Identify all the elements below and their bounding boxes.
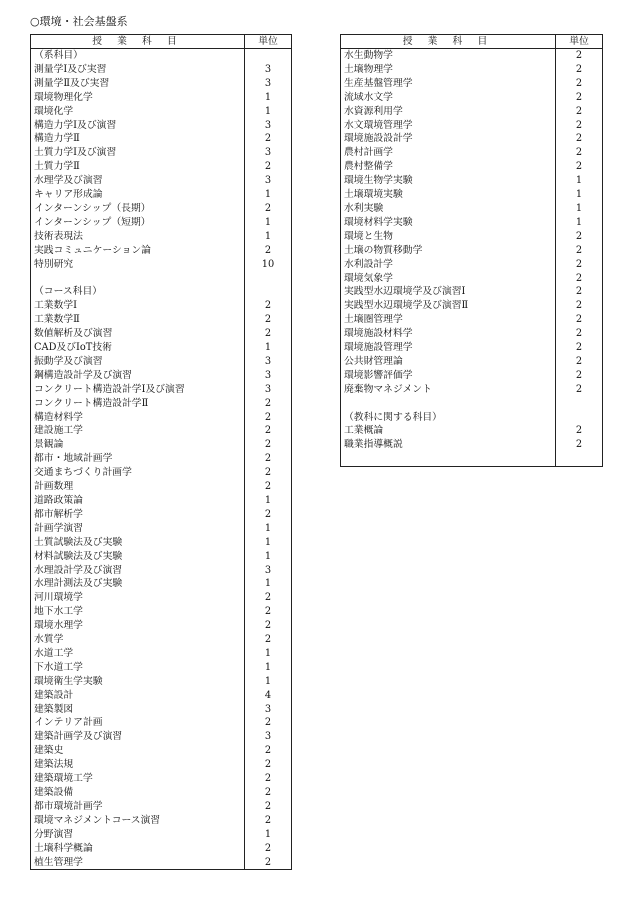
course-name: 数値解析及び演習 xyxy=(31,327,245,341)
course-credits: 2 xyxy=(245,772,292,786)
course-name: 振動学及び演習 xyxy=(31,355,245,369)
table-row xyxy=(341,299,603,313)
table-row xyxy=(31,744,292,758)
course-name: 構造力学Ⅰ及び演習 xyxy=(31,119,245,133)
course-name: 工業数学Ⅱ xyxy=(31,313,245,327)
course-name: 地下水工学 xyxy=(31,605,245,619)
course-credits: 2 xyxy=(556,313,603,327)
table-row xyxy=(341,146,603,160)
course-credits: 1 xyxy=(245,216,292,230)
course-name: 環境材料学実験 xyxy=(341,216,556,230)
course-credits: 2 xyxy=(245,466,292,480)
course-credits: 2 xyxy=(245,327,292,341)
course-name: （コース科目） xyxy=(31,285,245,299)
table-row xyxy=(341,424,603,438)
table-row xyxy=(31,494,292,508)
course-credits: 3 xyxy=(245,174,292,188)
header-subject: 授 業 科 目 xyxy=(341,35,556,49)
course-credits: 2 xyxy=(245,605,292,619)
course-name: インテリア計画 xyxy=(31,716,245,730)
course-name: 構造材料学 xyxy=(31,411,245,425)
course-name: 廃棄物マネジメント xyxy=(341,383,556,397)
table-row xyxy=(341,355,603,369)
course-credits: 2 xyxy=(556,119,603,133)
course-credits: 1 xyxy=(245,91,292,105)
course-credits: 2 xyxy=(556,341,603,355)
course-list-right xyxy=(341,49,603,467)
course-name: 技術表現法 xyxy=(31,230,245,244)
course-credits: 3 xyxy=(245,730,292,744)
table-row xyxy=(31,814,292,828)
header-credits: 単位 xyxy=(556,35,603,49)
table-row xyxy=(341,174,603,188)
table-row xyxy=(31,438,292,452)
table-row xyxy=(31,63,292,77)
course-name: 水質学 xyxy=(31,633,245,647)
course-credits: 2 xyxy=(245,244,292,258)
course-credits: 2 xyxy=(556,132,603,146)
course-name: 下水道工学 xyxy=(31,661,245,675)
course-name: インターンシップ（短期） xyxy=(31,216,245,230)
course-credits: 1 xyxy=(245,550,292,564)
course-name xyxy=(31,272,245,286)
table-row xyxy=(31,244,292,258)
course-credits: 2 xyxy=(556,369,603,383)
table-row xyxy=(31,327,292,341)
course-name: 材料試験法及び実験 xyxy=(31,550,245,564)
table-row xyxy=(31,828,292,842)
course-name: 環境施設管理学 xyxy=(341,341,556,355)
table-row xyxy=(31,661,292,675)
course-credits: 1 xyxy=(245,536,292,550)
course-name: 水文環境管理学 xyxy=(341,119,556,133)
course-name: 測量学Ⅰ及び実習 xyxy=(31,63,245,77)
table-row xyxy=(31,341,292,355)
course-name: 建築史 xyxy=(31,744,245,758)
table-row xyxy=(31,772,292,786)
table-row xyxy=(341,272,603,286)
course-credits: 3 xyxy=(245,369,292,383)
course-credits: 2 xyxy=(556,355,603,369)
course-name: 環境施設設計学 xyxy=(341,132,556,146)
course-name: 実践コミュニケーション論 xyxy=(31,244,245,258)
table-row xyxy=(31,591,292,605)
course-name: 土壌圏管理学 xyxy=(341,313,556,327)
course-credits: 2 xyxy=(245,452,292,466)
course-name: 水理設計学及び演習 xyxy=(31,564,245,578)
table-row xyxy=(31,452,292,466)
course-name: 農村整備学 xyxy=(341,160,556,174)
table-row xyxy=(341,313,603,327)
table-row xyxy=(341,63,603,77)
course-name: 景観論 xyxy=(31,438,245,452)
course-name: 水利設計学 xyxy=(341,258,556,272)
course-name: 環境気象学 xyxy=(341,272,556,286)
course-credits: 2 xyxy=(556,272,603,286)
table-row xyxy=(31,258,292,272)
table-row xyxy=(31,174,292,188)
course-credits: 2 xyxy=(245,591,292,605)
course-name: 土質試験法及び実験 xyxy=(31,536,245,550)
table-row xyxy=(341,119,603,133)
course-credits: 3 xyxy=(245,383,292,397)
table-row xyxy=(31,230,292,244)
table-row xyxy=(341,438,603,452)
course-name: 水資源利用学 xyxy=(341,105,556,119)
course-credits: 2 xyxy=(245,132,292,146)
table-row xyxy=(341,132,603,146)
table-row xyxy=(31,424,292,438)
course-name: インターンシップ（長期） xyxy=(31,202,245,216)
table-row xyxy=(31,411,292,425)
table-row xyxy=(31,842,292,856)
table-row xyxy=(341,327,603,341)
table-row xyxy=(341,230,603,244)
table-row xyxy=(341,258,603,272)
course-credits xyxy=(245,285,292,299)
course-credits: 3 xyxy=(245,564,292,578)
course-name: CAD及びIoT技術 xyxy=(31,341,245,355)
table-row xyxy=(31,800,292,814)
course-credits xyxy=(245,272,292,286)
course-credits: 2 xyxy=(245,411,292,425)
course-credits: 3 xyxy=(245,146,292,160)
course-credits: 2 xyxy=(245,619,292,633)
table-row xyxy=(341,244,603,258)
table-row xyxy=(31,355,292,369)
course-credits: 2 xyxy=(556,91,603,105)
course-name: 土質力学Ⅱ xyxy=(31,160,245,174)
course-name: 環境衛生学実験 xyxy=(31,675,245,689)
course-table-right xyxy=(340,34,603,467)
course-credits: 2 xyxy=(556,327,603,341)
course-credits: 2 xyxy=(245,480,292,494)
course-credits: 2 xyxy=(245,786,292,800)
course-credits: 2 xyxy=(245,842,292,856)
course-name: 土壌環境実験 xyxy=(341,188,556,202)
course-credits: 1 xyxy=(245,675,292,689)
course-credits: 2 xyxy=(556,424,603,438)
course-name: 交通まちづくり計画学 xyxy=(31,466,245,480)
table-row xyxy=(341,383,603,397)
table-row xyxy=(31,689,292,703)
course-name: 建築設備 xyxy=(31,786,245,800)
course-credits: 2 xyxy=(556,230,603,244)
table-row xyxy=(341,216,603,230)
course-name: 鋼構造設計学及び演習 xyxy=(31,369,245,383)
table-row xyxy=(341,77,603,91)
table-row xyxy=(341,452,603,466)
course-credits: 1 xyxy=(556,202,603,216)
table-row xyxy=(31,730,292,744)
table-header-row xyxy=(341,35,603,49)
course-credits: 2 xyxy=(556,105,603,119)
course-name: 実践型水辺環境学及び演習Ⅰ xyxy=(341,285,556,299)
course-credits xyxy=(556,397,603,411)
course-name: 流域水文学 xyxy=(341,91,556,105)
table-row xyxy=(31,272,292,286)
course-credits: 2 xyxy=(245,313,292,327)
course-name: 建築環境工学 xyxy=(31,772,245,786)
table-row xyxy=(341,91,603,105)
course-credits: 1 xyxy=(245,188,292,202)
table-row xyxy=(31,605,292,619)
course-credits: 2 xyxy=(245,716,292,730)
course-name: 土質力学Ⅰ及び演習 xyxy=(31,146,245,160)
course-name: 建築製図 xyxy=(31,703,245,717)
course-name: 土壌物理学 xyxy=(341,63,556,77)
table-row xyxy=(31,786,292,800)
table-row xyxy=(31,216,292,230)
course-name: 環境マネジメントコース演習 xyxy=(31,814,245,828)
course-credits: 2 xyxy=(245,299,292,313)
course-name: 建築設計 xyxy=(31,689,245,703)
course-credits: 2 xyxy=(245,633,292,647)
course-name: 水利実験 xyxy=(341,202,556,216)
course-name: 測量学Ⅱ及び実習 xyxy=(31,77,245,91)
table-row xyxy=(31,522,292,536)
course-name: 土壌の物質移動学 xyxy=(341,244,556,258)
header-subject: 授 業 科 目 xyxy=(31,35,245,49)
course-credits: 2 xyxy=(556,299,603,313)
table-row xyxy=(31,105,292,119)
course-credits: 1 xyxy=(245,230,292,244)
table-row xyxy=(341,341,603,355)
course-name: 環境生物学実験 xyxy=(341,174,556,188)
table-row xyxy=(31,508,292,522)
course-name: 環境影響評価学 xyxy=(341,369,556,383)
table-row xyxy=(31,633,292,647)
table-row xyxy=(31,703,292,717)
course-name: 職業指導概説 xyxy=(341,438,556,452)
course-name: （系科目） xyxy=(31,49,245,63)
course-credits: 2 xyxy=(556,438,603,452)
course-credits xyxy=(556,452,603,466)
course-name: 水理学及び演習 xyxy=(31,174,245,188)
course-credits: 2 xyxy=(556,146,603,160)
table-row xyxy=(341,285,603,299)
course-credits: 1 xyxy=(556,216,603,230)
table-row xyxy=(31,160,292,174)
course-credits: 2 xyxy=(245,814,292,828)
table-row xyxy=(31,856,292,870)
table-row xyxy=(31,536,292,550)
course-credits: 1 xyxy=(245,828,292,842)
course-credits: 1 xyxy=(556,188,603,202)
table-row xyxy=(31,619,292,633)
course-credits: 1 xyxy=(245,522,292,536)
table-row xyxy=(31,285,292,299)
course-name: （教科に関する科目） xyxy=(341,411,556,425)
course-name: 計画学演習 xyxy=(31,522,245,536)
table-row xyxy=(341,188,603,202)
course-credits: 4 xyxy=(245,689,292,703)
course-credits: 2 xyxy=(245,424,292,438)
course-credits: 1 xyxy=(556,174,603,188)
course-name: 都市環境計画学 xyxy=(31,800,245,814)
course-credits: 3 xyxy=(245,63,292,77)
course-credits: 1 xyxy=(245,647,292,661)
course-credits: 2 xyxy=(556,63,603,77)
table-row xyxy=(31,550,292,564)
course-credits: 2 xyxy=(556,77,603,91)
table-row xyxy=(341,369,603,383)
course-name: 建築法規 xyxy=(31,758,245,772)
course-credits: 2 xyxy=(245,438,292,452)
table-row xyxy=(31,383,292,397)
table-row xyxy=(31,480,292,494)
course-name: 環境水理学 xyxy=(31,619,245,633)
course-credits: 2 xyxy=(245,397,292,411)
course-name: 土壌科学概論 xyxy=(31,842,245,856)
course-name: 特別研究 xyxy=(31,258,245,272)
course-credits: 2 xyxy=(556,383,603,397)
course-name xyxy=(341,452,556,466)
course-name: 水理計測法及び実験 xyxy=(31,577,245,591)
course-credits: 3 xyxy=(245,77,292,91)
table-row xyxy=(31,132,292,146)
course-name: 道路政策論 xyxy=(31,494,245,508)
course-name: 農村計画学 xyxy=(341,146,556,160)
course-credits: 1 xyxy=(245,341,292,355)
table-row xyxy=(31,77,292,91)
course-name: 植生管理学 xyxy=(31,856,245,870)
course-name: キャリア形成論 xyxy=(31,188,245,202)
table-row xyxy=(31,188,292,202)
course-credits: 1 xyxy=(245,577,292,591)
table-row xyxy=(341,49,603,63)
course-name: 都市・地域計画学 xyxy=(31,452,245,466)
table-row xyxy=(31,299,292,313)
course-credits xyxy=(556,411,603,425)
course-name: 公共財管理論 xyxy=(341,355,556,369)
course-name: 建設施工学 xyxy=(31,424,245,438)
course-credits: 2 xyxy=(245,202,292,216)
course-name: 環境と生物 xyxy=(341,230,556,244)
course-credits: 2 xyxy=(245,744,292,758)
course-name: 水道工学 xyxy=(31,647,245,661)
table-row xyxy=(31,647,292,661)
course-credits: 3 xyxy=(245,119,292,133)
table-row xyxy=(31,716,292,730)
course-name: 環境物理化学 xyxy=(31,91,245,105)
course-credits: 2 xyxy=(245,800,292,814)
course-name: 工業概論 xyxy=(341,424,556,438)
table-row xyxy=(31,675,292,689)
course-credits: 10 xyxy=(245,258,292,272)
table-row xyxy=(31,202,292,216)
table-row xyxy=(31,397,292,411)
header-credits: 単位 xyxy=(245,35,292,49)
table-row xyxy=(31,146,292,160)
table-row xyxy=(31,119,292,133)
course-credits: 1 xyxy=(245,661,292,675)
course-name: 計画数理 xyxy=(31,480,245,494)
table-row xyxy=(341,160,603,174)
course-credits: 2 xyxy=(245,508,292,522)
table-row xyxy=(31,49,292,63)
course-credits: 2 xyxy=(556,244,603,258)
table-row xyxy=(31,91,292,105)
course-name: コンクリート構造設計学Ⅱ xyxy=(31,397,245,411)
course-credits xyxy=(245,49,292,63)
table-row xyxy=(31,466,292,480)
course-table-left xyxy=(30,34,292,870)
course-name: コンクリート構造設計学Ⅰ及び演習 xyxy=(31,383,245,397)
course-credits: 2 xyxy=(556,49,603,63)
table-row xyxy=(31,313,292,327)
table-row xyxy=(341,105,603,119)
course-credits: 3 xyxy=(245,355,292,369)
table-row xyxy=(341,411,603,425)
course-name: 分野演習 xyxy=(31,828,245,842)
course-credits: 2 xyxy=(245,160,292,174)
table-row xyxy=(31,758,292,772)
course-name: 構造力学Ⅱ xyxy=(31,132,245,146)
course-name: 河川環境学 xyxy=(31,591,245,605)
course-credits: 2 xyxy=(556,258,603,272)
course-credits: 2 xyxy=(245,758,292,772)
course-credits: 2 xyxy=(245,856,292,870)
table-row xyxy=(341,397,603,411)
course-name: 環境化学 xyxy=(31,105,245,119)
course-name: 生産基盤管理学 xyxy=(341,77,556,91)
course-credits: 1 xyxy=(245,494,292,508)
table-row xyxy=(31,369,292,383)
course-name: 工業数学Ⅰ xyxy=(31,299,245,313)
course-credits: 2 xyxy=(556,285,603,299)
course-name: 環境施設材料学 xyxy=(341,327,556,341)
course-credits: 3 xyxy=(245,703,292,717)
table-header-row xyxy=(31,35,292,49)
table-row xyxy=(341,202,603,216)
course-list-left xyxy=(31,49,292,870)
course-name: 建築計画学及び演習 xyxy=(31,730,245,744)
course-credits: 2 xyxy=(556,160,603,174)
course-name: 都市解析学 xyxy=(31,508,245,522)
course-credits: 1 xyxy=(245,105,292,119)
course-name xyxy=(341,397,556,411)
course-name: 実践型水辺環境学及び演習Ⅱ xyxy=(341,299,556,313)
page-title: ○環境・社会基盤系 xyxy=(30,15,128,28)
table-row xyxy=(31,577,292,591)
table-row xyxy=(31,564,292,578)
course-name: 水生動物学 xyxy=(341,49,556,63)
